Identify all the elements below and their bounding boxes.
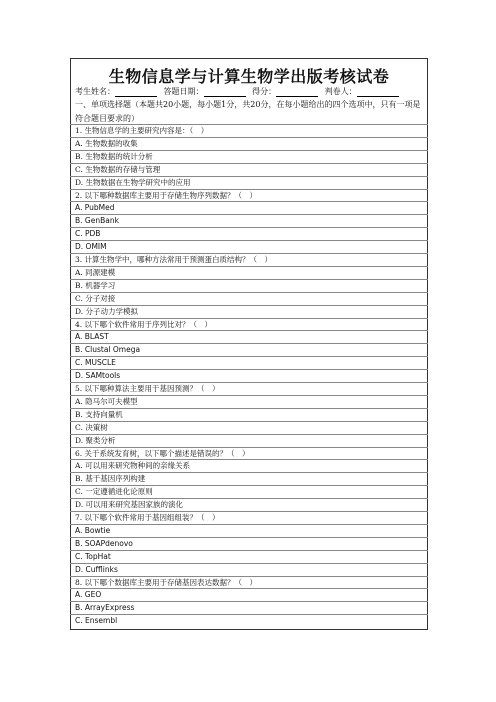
- answer-option[interactable]: A. BLAST: [75, 332, 109, 342]
- answer-option[interactable]: A. PubMed: [75, 203, 115, 213]
- name-blank[interactable]: [115, 88, 157, 97]
- answer-option[interactable]: D. Cufflinks: [75, 564, 118, 574]
- answer-option[interactable]: A. 同源建模: [75, 267, 116, 277]
- answer-option[interactable]: D. 可以用来研究基因家族的演化: [75, 500, 184, 510]
- date-blank[interactable]: [204, 88, 246, 97]
- answer-option[interactable]: C. TopHat: [75, 551, 111, 561]
- answer-option[interactable]: B. Clustal Omega: [75, 345, 141, 355]
- answer-option[interactable]: A. Bowtie: [75, 525, 111, 535]
- answer-option[interactable]: C. 分子对接: [75, 293, 116, 303]
- answer-option[interactable]: D. SAMtools: [75, 371, 121, 381]
- answer-option[interactable]: A. 生物数据的收集: [75, 138, 138, 148]
- info-label-name: 考生姓名：: [75, 87, 115, 96]
- answer-option[interactable]: C. 决策树: [75, 422, 108, 432]
- answer-option[interactable]: B. 支持向量机: [75, 409, 123, 419]
- answer-option[interactable]: D. OMIM: [75, 242, 107, 252]
- info-label-score: 得分：: [252, 87, 277, 96]
- answer-option[interactable]: A. GEO: [75, 590, 102, 600]
- answer-option[interactable]: B. 基于基因序列构建: [75, 474, 146, 484]
- answer-option[interactable]: C. Ensembl: [75, 616, 118, 626]
- question-stem: 2. 以下哪种数据库主要用于存储生物序列数据？（ ）: [75, 190, 258, 200]
- answer-option[interactable]: C. 一定遵循进化论原则: [75, 487, 153, 497]
- answer-option[interactable]: D. 生物数据在生物学研究中的应用: [75, 177, 191, 187]
- answer-option[interactable]: B. SOAPdenovo: [75, 538, 133, 548]
- info-label-grader: 判卷人：: [324, 87, 357, 96]
- answer-option[interactable]: D. 分子动力学模拟: [75, 306, 139, 316]
- answer-option[interactable]: A. 可以用来研究物种间的亲缘关系: [75, 461, 191, 471]
- answer-option[interactable]: B. 机器学习: [75, 280, 116, 290]
- answer-option[interactable]: B. 生物数据的统计分析: [75, 151, 153, 161]
- section-instructions: 一、单项选择题（本题共20小题，每小题1分，共20分，在每小题给出的四个选项中，只有一项是符合题目要求的）: [75, 100, 421, 123]
- question-stem: 1. 生物信息学的主要研究内容是：（ ）: [75, 126, 209, 135]
- grader-blank[interactable]: [357, 88, 399, 97]
- question-stem: 6. 关于系统发育树，以下哪个描述是错误的？（ ）: [75, 448, 250, 458]
- question-stem: 3. 计算生物学中，哪种方法常用于预测蛋白质结构？（ ）: [75, 255, 273, 264]
- answer-option[interactable]: A. 隐马尔可夫模型: [75, 396, 138, 406]
- question-stem: 4. 以下哪个软件常用于序列比对？（ ）: [75, 319, 213, 329]
- question-stem: 7. 以下哪个软件常用于基因组组装？（ ）: [75, 513, 220, 522]
- answer-option[interactable]: B. GenBank: [75, 216, 119, 226]
- exam-title: 生物信息学与计算生物学出版考核试卷: [108, 67, 390, 86]
- question-stem: 5. 以下哪种算法主要用于基因预测？（ ）: [75, 384, 220, 393]
- answer-option[interactable]: B. ArrayExpress: [75, 603, 135, 613]
- question-stem: 8. 以下哪个数据库主要用于存储基因表达数据？（ ）: [75, 577, 258, 587]
- answer-option[interactable]: C. MUSCLE: [75, 358, 116, 368]
- answer-option[interactable]: C. 生物数据的存储与管理: [75, 164, 161, 174]
- score-blank[interactable]: [276, 88, 318, 97]
- info-label-date: 答题日期：: [163, 87, 204, 96]
- answer-option[interactable]: D. 聚类分析: [75, 435, 116, 445]
- answer-option[interactable]: C. PDB: [75, 229, 101, 239]
- exam-info-row: [75, 86, 425, 97]
